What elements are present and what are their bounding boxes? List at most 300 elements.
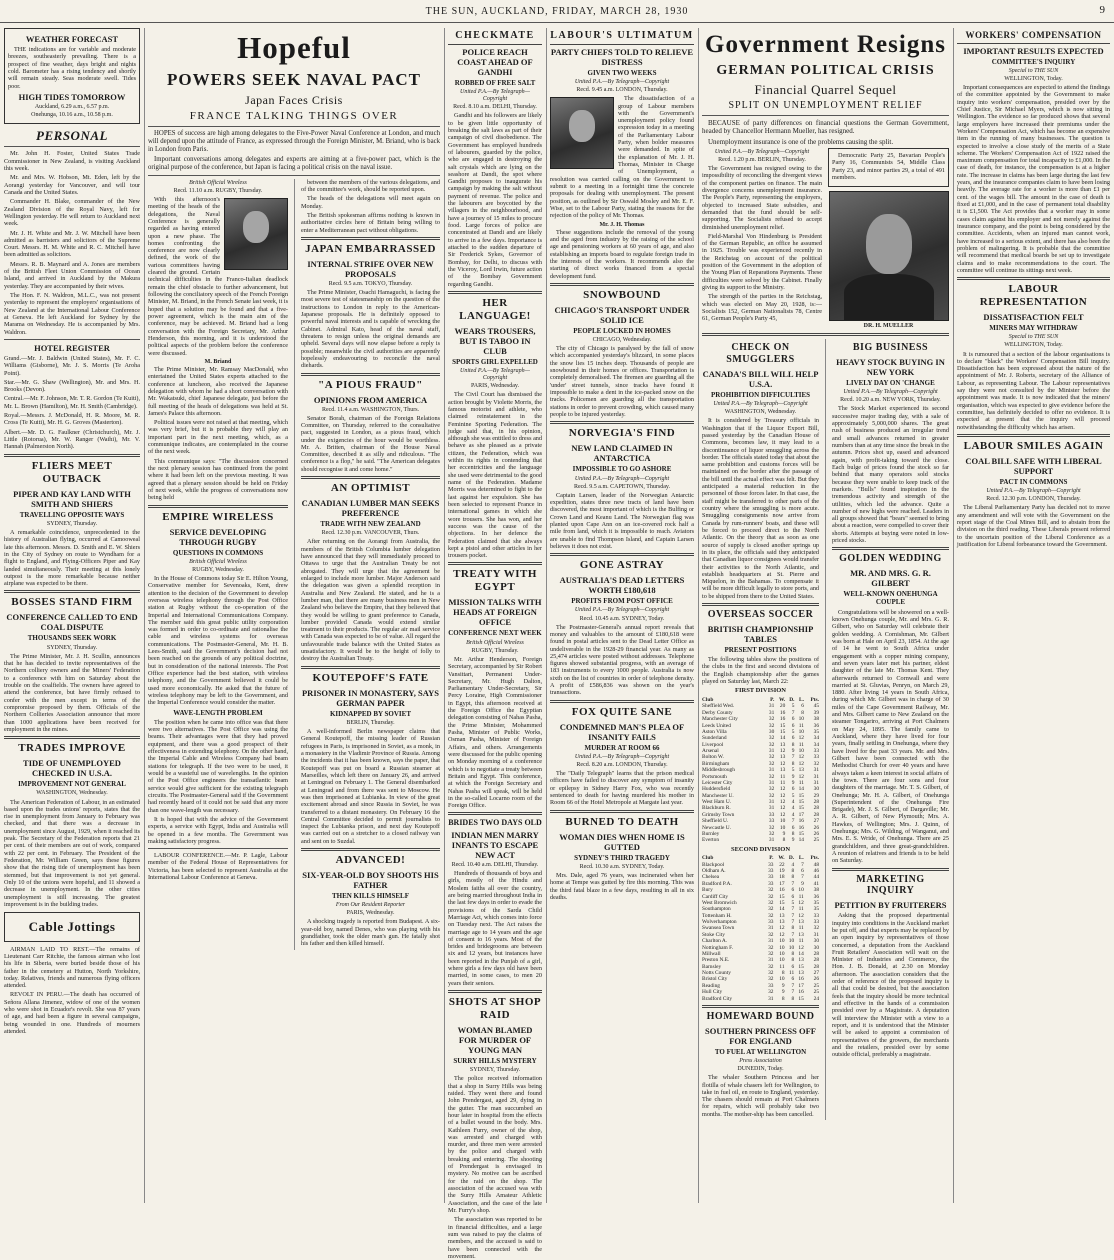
labrep-headline: LABOUR REPRESENTATION [979,283,1088,309]
fliers-deck2: TRAVELLING OPPOSITE WAYS [19,510,125,519]
smugglers-dateline: WASHINGTON, Wednesday. [724,409,797,416]
table-header-cell: L. [798,855,804,862]
wireless-subhead: WAVE-LENGTH PROBLEM [173,708,263,717]
table-cell: 13 [798,767,804,774]
table-cell: 7 [791,754,795,761]
checkmate-deck2: ROBBED OF FREE SALT [454,78,536,87]
table-cell: 10 [779,957,785,964]
table-cell: 25 [813,989,820,996]
bosses-deck2: THOUSANDS SEEK WORK [27,634,117,643]
soccer-deck2: PRESENT POSITIONS [724,645,797,654]
table-cell: 11 [780,779,786,786]
table-cell: 31 [768,799,775,806]
table-cell: 10 [779,944,785,951]
govt-dateline: Recd. 1.20 p.m. BERLIN, Thursday. [718,156,806,163]
labour-conference-brief: LABOUR CONFERENCE.—Mr. P. Lagle, Labour member of the Federal House of Representatives for Victoria, has been selected to represent Australia at the International Labour Conference at Geneva. [148,852,288,882]
table-cell: 17 [798,811,804,818]
table-cell: 9 [781,982,785,989]
table-row [702,837,819,843]
fliers-dateline: SYDNEY, Thursday. [46,520,98,527]
japan-body: The Prime Minister, Osachi Hamaguchi, is facing the most severe test of statesmanship on the question of the instructions to London in reply to the American-Japanese proposals. He is definitely opposed to powerful naval interests and is capable of wrecking the Cabinet. Admiral Kato, head of the naval staff, threatens to resign unless the original demands are upheld. Several days will now elapse before a reply is possible; meanwhile the civil authorities are apparently hopelessly endeavouring to reconcile the naval diehards. [300,289,440,370]
table-cell: 33 [768,811,775,818]
norvegia-deck: NEW LAND CLAIMED IN ANTARCTICA [571,443,673,464]
table-cell: 33 [768,919,774,926]
astray-headline: GONE ASTRAY [579,559,665,572]
table-cell: 31 [768,837,775,844]
table-cell: 9 [782,830,786,837]
table-cell: Sunderland [702,735,727,742]
table-cell: Birmingham [702,760,730,767]
table-cell: Aston Villa [702,728,727,735]
table-cell: 15 [779,899,785,906]
brides-body: Hundreds of thousands of boys and girls, mostly of the Hindu and Moslem faiths all over the country, are being married throughout India in the last few days in order to evade the provisions of the Sarda Child Marriage Act, which comes into force on Tuesday next. The Act raises the marriage age to 14 years and the age of consent to 16 years. Most of the brides and bridegrooms are between six and 12 years, but instances have been reported in the Punjab of a girl, where girls a few days old have been married, in some cases, to men 20 years their seniors. [448,870,542,987]
workers-byline: Special to THE SUN [1008,67,1059,74]
table-cell: 6 [791,722,795,729]
table-cell: Blackburn R. [702,805,731,812]
table-cell: Portsmouth [702,773,727,780]
table-cell: Southampton [702,906,731,913]
table-cell: 9 [801,880,804,887]
burned-deck2: SYDNEY'S THIRD TRAGEDY [574,853,670,862]
checkmate-deck: POLICE REACH COAST AHEAD OF GANDHI [457,46,533,77]
astray-deck: AUSTRALIA'S DEAD LETTERS WORTH £180,618 [559,575,685,596]
fliers-deck: PIPER AND KAY LAND WITH SMITH AND SHIERS [13,488,131,509]
labour-ultimatum-body: The dissatisfaction of a group of Labour members with the Government's unemployment policy found expression today in a meeting of the Parliamentary Labour Party, when bolder measures were demanded. In spite of the explanation of Mr. J. H. Thomas, Minister in Charge of Unemployment, a resolution was carried calling on the Government to submit to a meeting in a fortnight time the concrete proposals for dealing with unemployment. The present position, as outlined by Sir Oswald Mosley and Mr. E. F. Wise, set to the Labour Party, stating the reasons for the rejection of the policy of Mr. Thomas. [550,95,694,220]
table-cell: 12 [798,944,804,951]
astray-body: The Postmaster-General's annual report reveals that money and valuables to the amount of £180,618 were found in postal articles sent to the Dead Letter Office as undeliverable in the 1928-29 financial year. As many as 25,474 articles were posted without addresses. Telephone figures showed substantial progress, with an average of 183 instruments to every 1000 people. Australia is now sixth on the list of countries in order of telephone density. A profit of £586,836 was shown on the year's transactions. [550,623,694,697]
table-cell: Burnley [702,830,720,837]
table-cell: 26 [813,830,820,837]
hopeful-deck3: FRANCE TALKING THINGS OVER [189,109,399,122]
govt-body-3: The strength of the parties in the Reichstag, which was elected on May 20, 1928, is:—Socialists 152, German Nationalists 78, Centre 61, German People's Party 45, [702,293,822,323]
hotel-heading: HOTEL REGISTER [34,342,110,353]
govt-body: The Government has resigned owing to the impossibility of reconciling the divergent views of the component parties on finance. The main divergence concerns unemployment insurance. The People's Party, representing the employers, objected to increased State subsidies, and demanded that the fund should be self-supporting. The Socialists refused to accept diminished unemployment relief. [702,165,822,231]
table-cell: 13 [779,912,785,919]
table-cell: 33 [813,912,820,919]
table-cell: 12 [779,760,786,767]
wireless-body: In the House of Commons today Sir E. Hilton Young, Conservative member for Sevenoaks, Kent, drew attention to the decision of the Government to develop overseas wireless telephony through the Post Office station at Rugby without the co-operation of the Imperial and International Communications Company. The member said this great public utility corporation was formed in order to co-ordinate and rationalise the cable and wireless systems for overseas communications. The Postmaster-General, Mr. H. B. Lees-Smith, said the Government's decision had not been reached on the grounds of any political doctrine, but in consideration of the national interests. The Post Office experience had the best station, with wireless telephony, and the Government believed it could be used more economically. He asked that the future of wireless telephony may be left to the Government, and the Imperial Conference would consider the matter. [148,574,288,707]
bosses-body: The Prime Minister, Mr. J. H. Scullin, announces that he has decided to invite representatives of the Northern colliery owners and the Miners' Federation to a conference with him on Saturday about the trouble on the coalfields. The owners have agreed to attend the conference, but have firmly refused to confer with the men except in terms of the compromise proposed by them. Officials of the Northern Collieries Association announce that more than 1000 applications have been received for employment in the mines. [4,652,140,733]
table-cell: 16 [779,716,786,723]
table-header-cell: W. [778,855,785,862]
table-cell: 31 [768,957,774,964]
table-cell: 13 [798,931,804,938]
table-cell: 7 [791,982,795,989]
table-cell: 7 [791,818,795,825]
labour-ultimatum-body-2: These suggestions include the removal of the young and the aged from industry by the raising of the school age and pensioning workers at 60 years of age, and also establishing an imports board to regulate foreign trade in the interests of the workers. It recommends also the starting of direct works financed from a special development fund. [550,228,694,280]
table-cell: 33 [813,919,820,926]
hopeful-body-3: Political issues were not raised at that meeting, which was very brief, but it is probable they will play an important part in the next meeting, which, as a communique indicates, are contemplated in the course of the next week. [148,419,288,456]
govt-parties-box [828,148,949,187]
table-cell: 8 [781,995,785,1002]
fox-body: The "Daily Telegraph" learns that the prison medical officers have failed to discover any symptom of insanity or epilepsy in Sidney Harry Fox, who was recently sentenced to death for having murdered his mother in Room 66 of the Hotel Metropole at Margate last year. [550,770,694,807]
table-cell: 28 [813,963,820,970]
table-cell: 10 [779,950,785,957]
astray-dateline: Recd. 10.45 a.m. SYDNEY, Today. [579,615,665,622]
golden-body: Congratulations will be showered on a well-known Onehunga couple, Mr. and Mrs. G. R. Gilbert, who on Saturday will celebrate their golden wedding. A Cornishman, Mr. Gilbert was born at Hale on April 23, 1854. At the age of 14 he went to South Africa under engagement with a copper mining company, and seven years later met his partner, eldest daughter of the late Mr. Thomas Kent. They afterwards returned to Cornwall and were married at St. Gluvias, Penryn, on March 29, 1880. After living 14 years in South Africa, during which Mr. Gilbert was in charge of 30 miles of the Cape Government Railway, Mr. and Mrs. Gilbert came to New Zealand on the steamer Tongariro, arriving at Port Chalmers on May 24, 1895. The family came to Auckland, where they have lived for four years, finally settling in Onehunga, where they have lived for the past 33 years. Mr. and Mrs. Gilbert have been connected with the Methodist Church for over 40 years and have always taken a keen interest in social affairs of the town. There are four sons and four daughters of the marriage. Mr. T. S. Gilbert, of Onehunga; Mr. H. A. Gilbert, of Onehunga (Superintendent of the Onehunga Fire Brigade), Mr. J. S. Gilbert, of Dargaville; Mr. A. R. Gilbert, of New Plymouth; Mrs. A. Hawkes, of Wellington; Mrs. J. Quinn, of Onehunga; Mrs. G. Wilding, of Wanganui, and Mrs. E. S. Wride, of Onehunga. There are 25 grandchildren, and three great-grandchildren. A reunion of relatives and friends is to be held on Saturday. [831,608,949,865]
trades-body: The American Federation of Labour, in an estimated based upon the trades unions' reports, states that the rise in unemployment from January to February was checked, and that there was a decrease in unemployment since August, 1929, when it reached its peak. The Secretary of the Federation reports that 21 per cent. of their members are out of work, compared with 22 per cent. in February. The President of the Federation, Mr. William Green, says these figures show that the rising tide of unemployment has been stemmed, but that improvement is not yet general. Only 10 of the unions were hopeful, and 11 showed a decrease in unemployment. In the other cities unemployment is still increasing. The greatest improvement is in the building trades. [4,798,140,908]
workers-body: Important consequences are expected to attend the findings of the committee appointed by the Government to make inquiry into workers' compensation, presided over by the Chief Justice, Sir Michael Myers, which is now sitting in Wellington. The evidence so far produced shows that several large employers have increased their premiums under the Workers' Compensation Act, which has become an expensive item in the running of many businesses. The question is expected to involve a close study of the merits of a State scheme. The Workers' Compensation Act of 1922 raised the maximum compensation for total incapacity to £1,000. In the case of death, for instance, the compensation is at a higher rate. The increase in claims has been large during the last few years, and the insurance companies claim to have been losing heavily. The average rate for a worker is more than £1 per cent. of the wages bill. The amount in the case of death is fixed at £1,000, and in the case of permanent total disability it is £1,500. The Act provides that a worker may in some cases claim against his employer and not merely against the insurance company, and the point is being considered by the committee. Accidents, when an injured man cannot work, have increased to a serious extent, and there has also been the problem of malingering. It is probable that the committee will recommend that medical boards be set up to investigate claims and to make recommendations to the court. The committee will continue its sittings next week. [957,84,1110,274]
table-cell: 25 [813,837,820,844]
table-cell: 15 [779,893,785,900]
table-cell: 33 [813,754,820,761]
shots-deck: WOMAN BLAMED FOR MURDER OF YOUNG MAN [457,1024,533,1055]
advanced-headline: ADVANCED! [335,854,406,867]
koutepoff-dateline: BERLIN, Thursday. [346,719,395,726]
homeward-headline: HOMEWARD BOUND [706,1010,815,1022]
shots-body-2: The association was reported to be in financial difficulties, and a large sum was raised to pay the claims of members, and the accused is said to have been connected with the movement. [448,1216,542,1260]
govt-headline: Government Resigns [705,31,946,58]
govt-col-left [702,148,822,330]
table-cell: 17 [779,880,785,887]
table-cell: 6 [791,824,795,831]
table-cell: 31 [768,767,775,774]
table-cell: 36 [813,722,820,729]
marketing-deck: PETITION BY FRUITERERS [834,900,947,911]
govt-body-2: Field-Marshal Von Hindenburg is President of the German Republic, an office he assumed in 1925. Trouble was experienced recently in the Reichstag on account of the political position of the Government in the adoption of the Young Plan of Reparations Payments. These difficulties were solved by the Cabinet. Finally giving its support to the Ministry. [702,232,822,292]
wireless-deck: SERVICE DEVELOPING THROUGH RUGBY [169,526,267,547]
table-cell: 32 [768,931,774,938]
table-header-cell: W. [779,697,786,704]
govt-deck: GERMAN POLITICAL CRISIS [716,62,935,78]
table-row [702,996,819,1002]
table-cell: 45 [813,703,820,710]
table-cell: 32 [768,716,775,723]
table-cell: 4 [791,861,795,868]
labour-ultimatum-dateline: Recd. 9.45 a.m. LONDON, Thursday. [576,87,668,94]
table-header-cell: L. [799,697,804,704]
table-cell: 32 [768,722,775,729]
table-cell: 12 [798,735,804,742]
table-cell: Nottingham F. [702,944,734,951]
mueller-photo-caption: DR. H. MUELLER [863,323,914,330]
table-cell: 12 [779,925,785,932]
page-number: 9 [1099,4,1106,16]
table-cell: 32 [768,906,774,913]
cable-item: REVOLT IN PERU.—The death has occurred of Señora Allana Jimenez, widow of one of the women who were shot in Ecuador's revolt. She was 87 years of age, and had been a figure in several campaigns, being wounded in one. Hundreds of mourners attended. [4,991,140,1035]
table-cell: Chelsea [702,874,720,881]
table-cell: 9 [791,773,795,780]
table-cell: Derby County [702,709,733,716]
table-cell: 8 [791,925,795,932]
optimist-body: After returning on the Aorangi from Australia, the members of the British Columbia lumber delegation have announced that they will immediately proceed to Ottawa to urge that the Australian Treaty be not abrogated. They will urge that the agreement be enlarged to include more lumber. Major Anderson said the delegation was given a splendid reception in Australia and New Zealand. He stated, and he is a lumber man, that there are many business men in New Zealand who believe the Empire, that they believed that they would be willing to grant preference to Canada, lumber provided Canada would extend similar treatment to their products. The regular air mail service with Canada was expected to be of value. All regard the unfavourable trade balance with the United States as unsatisfactory. It would be to the height of folly to destroy the Australian Treaty. [300,538,440,663]
table-cell: 12 [779,786,786,793]
table-cell: Swansea Town [702,925,735,932]
table-cell: 12 [779,811,786,818]
smugglers-headline: CHECK ON SMUGGLERS [726,342,795,366]
personal-list [4,150,140,336]
table-cell: 31 [768,938,774,945]
hotel-entry: Central.—Mr. F. Johnson, Mr. T. R. Gordon (Te Kuiti), Mr. L. Brown (Hamilton), Mr. H. Smith (Cambridge). [4,395,140,410]
table-cell: 5 [791,899,795,906]
tides-onehunga: Onehunga, 10.16 a.m., 10.58 p.m. [31,111,113,118]
cable-jottings-box [4,912,140,941]
language-body: The Civil Court has dismissed the action brought by Violette Morris, the famous motorist and athlete, who claimed reinstatement in the Feminine Sporting Federation. The judge said that, in his opinion, although she was entitled to dress and behave as she pleased as a private citizen, the Federation, which was within its rights in contending that her eccentricities and the language she used were detrimental to the good name of the Federation. Madame Morris was determined to fight to the last against her expulsion. She has been selected to represent France in international games in which she wore trousers. She has won, and her success was the cause of the objections. In her defence the Federation claimed that she always kept a pistol and other articles in her trousers pocket. [448,391,542,560]
table-cell: 8 [791,957,795,964]
marketing-headline: MARKETING INQUIRY [856,873,925,897]
tides-auckland: Auckland, 6.29 a.m., 6.57 p.m. [34,103,110,110]
table-cell: 32 [768,824,775,831]
hopeful-cont-1: between the members of the various delegations, and of the committee's work, should be reported upon. [300,178,440,194]
golden-deck: MR. AND MRS. G. R. GILBERT [850,568,931,589]
table-cell: Bristol City [702,976,728,983]
table-cell: 32 [768,830,775,837]
table-cell: 10 [798,728,804,735]
table-cell: 32 [768,912,774,919]
advanced-byline: From Our Resident Reporter [335,902,406,909]
table-cell: 38 [813,716,820,723]
table-cell: 7 [791,709,795,716]
personal-item: Mr. and Mrs. W. Hobson, Mt. Eden, left by the Aorangi yesterday for Vancouver, and will tour Canada and the United States. [4,174,140,196]
table-cell: 6 [791,976,795,983]
pious-dateline: Recd. 11.4 a.m. WASHINGTON, Thurs. [321,406,420,413]
table-cell: 13 [779,741,786,748]
table-cell: 13 [798,957,804,964]
bigbiz-deck: HEAVY STOCK BUYING IN NEW YORK [836,357,945,378]
hopeful-headline: Hopeful [237,30,351,65]
table-cell: 16 [798,989,804,996]
table-cell: 7 [791,989,795,996]
table-cell: 11 [798,906,804,913]
table-cell: 33 [768,868,774,875]
hopeful-col-right [301,179,440,950]
japan-deck: INTERNAL STRIFE OVER NEW PROPOSALS [307,258,434,279]
table-cell: Blackpool [702,861,725,868]
japan-dateline: Recd. 9.5 a.m. TOKYO, Thursday. [328,281,413,288]
table-cell: 32 [768,944,774,951]
govt-lower-right [832,339,949,1120]
columns-2-3 [148,28,440,1203]
fliers-headline: FLIERS MEET OUTBACK [31,459,113,485]
table-cell: 4 [791,799,795,806]
norvegia-deck2: IMPOSSIBLE TO GO ASHORE [572,465,672,474]
table-cell: 6 [791,963,795,970]
table-cell: Liverpool [702,741,724,748]
table-cell: 15 [798,805,804,812]
koutepoff-headline: KOUTEPOFF'S FATE [312,671,429,684]
wireless-body-3: It is hoped that with the advice of the Government experts, a service with Egypt, India and Australia will be opened in a few months. The Government was making satisfactory progress. [148,815,288,845]
smugglers-body: It is considered by Treasury officials in Washington that if the Liquor Export Bill, passed yesterday by the Canadian House of Commons, becomes law, it may lead to a discontinuance of liquor smuggling across the border. The officials stated today that about the same prohibition and customs forces will be maintained on the border after the passage of the bill until the actual effect was felt. But they anticipated a material reduction in the personnel of those forces later. In that case, the staff might be transferred to other parts of the country where the smuggling is more acute. Smuggling consignments now arrive from Canada by rum-runners' boats, and these will be forced to proceed direct to the North Atlantic. On the theory that as soon as one source of supply is closed another springs up in its place, the officials said they anticipated that Canadian liquor consignees would transfer their activities to the North Atlantic, and establish headquarters at St. Pierre and Miquelon, in the Bahamas. To compensate it will be more difficult legally to store ports, and to be shipped from there to the United States. [702,417,820,600]
hopeful-byline: British Official Wireless [189,179,247,186]
checkmate-byline: United P.A.—By Telegraph—Copyright [460,89,530,103]
table-cell: 11 [798,722,804,729]
table-cell: 15 [798,799,804,806]
language-dateline: PARIS, Wednesday. [471,383,519,390]
table-cell: 11 [798,925,804,932]
hopeful-col-left [148,179,288,950]
column-1 [4,28,140,1203]
govt-lower-left [702,339,819,1120]
thomas-photo-caption: Mr. J. H. Thomas [599,221,645,228]
table-cell: 15 [798,963,804,970]
labrep-dateline: WELLINGTON, Today. [1004,342,1063,349]
labour-ultimatum-headline: LABOUR'S ULTIMATUM [550,30,694,45]
table-cell: 9 [791,779,795,786]
table-cell: 17 [798,982,804,989]
table-cell: 13 [779,767,786,774]
table-cell: 7 [791,919,795,926]
table-cell: 32 [768,741,775,748]
fox-deck: CONDEMNED MAN'S PLEA OF INSANITY FAILS [559,721,685,742]
table-cell: 31 [768,805,775,812]
table-cell: 8 [801,709,804,716]
optimist-deck2: TRADE WITH NEW ZEALAND [320,520,421,529]
table-cell: 32 [813,760,820,767]
table-cell: 29 [813,792,820,799]
table-cell: 10 [788,938,795,945]
workers-dateline: WELLINGTON, Today. [1004,75,1063,82]
table-cell: Bradford P.A. [702,880,732,887]
table-cell: 6 [801,868,804,875]
column-5 [550,28,694,1203]
table-cell: 31 [813,767,820,774]
table-cell: 6 [801,703,804,710]
table-cell: 32 [768,773,775,780]
labour-ultimatum-deck: PARTY CHIEFS TOLD TO RELIEVE DISTRESS [550,46,694,67]
table-cell: 20 [779,703,786,710]
astray-byline: United P.A.—By Telegraph—Copyright [574,607,670,614]
advanced-body: A shocking tragedy is reported from Budapest. A six-year-old boy, named Denes, who was playing with his grandfather, took the older man's gun. He fatally shot his father and then killed himself. [300,918,440,948]
table-cell: 32 [768,899,774,906]
table-cell: Middlesbrough [702,767,735,774]
table-cell: 41 [813,880,820,887]
labrep-deck2: MINERS MAY WITHDRAW [989,324,1078,333]
table-cell: Grimsby Town [702,811,735,818]
advanced-dateline: PARIS, Wednesday. [346,910,395,917]
table-cell: 46 [813,868,820,875]
govt-col-right [828,148,949,330]
brides-deck: INDIAN MEN MARRY INFANTS TO ESCAPE NEW ACT [451,829,539,860]
table-cell: 14 [798,837,804,844]
smiles-headline: LABOUR SMILES AGAIN [963,439,1104,452]
table-cell: 14 [779,735,786,742]
smugglers-deck: CANADA'S BILL WILL HELP U.S.A. [702,368,819,389]
table-cell: 13 [779,919,785,926]
marketing-body: Asking that the proposed departmental inquiry into conditions in the Auckland market be put off, and that experts may be replaced by an open inquiry by representatives of those concerned, a deputation from the Auckland Fruit Retailers' Association will wait on the Minister of Industries and Commerce, the Hon. J. B. Donald, at 2.30 on Monday afternoon. The association considers that the order of reference of the proposed inquiry is all that could be desired, but the association feels that the inquiry should be more technical and effective in the hands of a commission presided over by a Magistrate. A deputation will interview the Minister with a view to a report, and it is understood that the Minister will be asked to appoint a commission of representatives of the growers, the merchants and the retailers, presided over by some outside official, preferably a magistrate. [831,912,949,1059]
hopeful-deck: POWERS SEEK NAVAL PACT [167,69,421,89]
table-cell: 10 [779,824,786,831]
fox-byline: United P.A.—By Telegraph—Copyright [574,753,670,760]
table-cell: Sheffield U. [702,818,729,825]
hopeful-cont-3: The British spokesman affirms nothing is known in authoritative circles here of Britain being willing to enter a Mediterranean pact without obligations. [300,212,440,234]
table-cell: 19 [779,868,785,875]
table-cell: 11 [798,938,804,945]
table-cell: 31 [768,703,775,710]
table-cell: 35 [813,899,820,906]
table-cell: 44 [813,874,820,881]
smugglers-deck2: PROHIBITION DIFFICULTIES [710,390,811,399]
table-header-cell: P. [770,697,775,704]
advanced-deck2: THEN KILLS HIMSELF [331,892,409,901]
table-cell: 33 [768,818,775,825]
table-cell: 8 [782,837,786,844]
burned-body: Mrs. Dale, aged 76 years, was incinerated when her home at Tempe was gutted by fire this morning. This was the third fatal blaze in a few days, resulting in all in six deaths. [550,872,694,901]
thomas-photo [550,97,614,169]
table-cell: 31 [813,773,820,780]
wireless-body-2: The position when he came into office was that there were two alternatives. The Post Office was using the beams. Their advantages were that they had proved equipment, and there was a good prospect of their effectiveness in extending telephony. On the other hand, the Imperial Cable and Wireless Company had beam stations for telegraph. If the two were to be used, it would be a wasteful use of wavelengths. In the opinion of the Post Office engineers the transatlantic beam service would give sufficient for the existing telegraph circuits. The Postmaster-General said if the Government had recently heard of it could not be said that any more than one wave-length was necessary. [148,718,288,814]
column-8 [957,28,1110,1203]
trades-deck2: IMPROVEMENT NOT GENERAL [18,780,126,789]
optimist-deck: CANADIAN LUMBER MAN SEEKS PREFERENCE [301,498,440,519]
table-cell: 33 [768,861,774,868]
govt-deck3: SPLIT ON UNEMPLOYMENT RELIEF [728,100,923,112]
labrep-body: It is rumoured that a section of the labour organisations is to declare "black" the Workers' Compensation Bill inquiry. Dissatisfaction has been expressed about the nature of the appointment of Mr. J. Roberts, secretary of the Alliance of Labour, as representing Labour. The Labour representatives say they were not consulted by the Minister before the appointment was made. It is now indicated that the miners' organisation, which was expected to give evidence before the committee, has definitely decided to offer no evidence. It is expected at present that the inquiry will proceed notwithstanding the difficulty which has arisen. [957,350,1110,431]
table-cell: 33 [813,748,820,755]
table-cell: 38 [813,887,820,894]
fox-deck2: MURDER AT ROOM 66 [584,743,660,752]
table-cell: 30 [813,944,820,951]
bigbiz-dateline: Recd. 10.20 a.m. NEW YORK, Thursday. [840,397,941,404]
table-cell: 10 [798,716,804,723]
shots-body: The police received information that a shop in Surry Hills was being raided. They went there and found John Prendergast, aged 29, dying in the gutter. The man succumbed an hour later in hospital from the effects of a bullet wound in the body. Mrs. Kathleen Furry, owner of the shop, was arrested and charged with murder, and three men were arrested by the police and charged with breaking and entering. The shooting of Prendergast is envisaged in mystery. No motive can be ascribed for the raid on the shop. The association of the accused was with the Surry Hills Amateur Athletic Association, and the case of the late Mr. Furry's shop. [448,1075,542,1214]
norvegia-headline: NORVEGIA'S FIND [568,427,676,440]
hopeful-deck2: Japan Faces Crisis [245,92,343,107]
table-cell: 32 [768,735,775,742]
bosses-dateline: SYDNEY, Thursday. [46,644,98,651]
table-cell: 15 [798,830,804,837]
table-cell: Charlton A. [702,938,728,945]
advanced-deck: SIX-YEAR-OLD BOY SHOOTS HIS FATHER [302,870,439,891]
table-cell: 13 [798,970,804,977]
table-cell: 4 [791,811,795,818]
egypt-byline: British Official Wireless [466,639,524,646]
workers-deck2: COMMITTEE'S INQUIRY [991,57,1076,66]
personal-item: Messrs. R. B. Maynard and A. Jones are members of the British Fleet Union Commission of Ocean Island, and arrived in Auckland by the Makura yesterday. They are accompanied by their wives. [4,260,140,290]
column-rule [698,28,699,1203]
table-cell: Huddersfield [702,786,731,793]
table-cell: 31 [768,709,775,716]
table-cell: 33 [768,880,774,887]
snowbound-dateline: CHICAGO, Wednesday. [592,337,652,344]
table-cell: 31 [813,931,820,938]
wireless-byline: British Official Wireless [189,558,247,565]
table-cell: Everton [702,837,720,844]
table-header-cell: Pts. [810,855,820,862]
hopeful-body: With this afternoon's meeting of the heads of the delegations, the Naval Conference is generally regarded as having entered upon a new phase. The homes confronting the conference are now clearly defined, the work of the various committees having cleared the ground. Certain technical difficulties in the Franco-Italian deadlock remain the chief obstacle to further advancement, but following the conciliatory speech of the French Foreign Minister, M. Briand, in the French Senate last week, it is hoped that a solution may be found and that a five-power agreement, which is the main aim of the conference, may be achieved. M. Briand had a long conversation with the Foreign Secretary, Mr. Arthur Henderson, this morning, and it is understood the political aspects of the problem before the conference were discussed. [148,195,288,357]
table-cell: 11 [798,893,804,900]
bigbiz-headline: BIG BUSINESS [852,342,929,354]
second-division-table [702,855,819,1002]
table-header-cell: D. [789,697,795,704]
table-cell: Reading [702,982,720,989]
personal-item: Mr. J. H. White and Mr. J. W. Mitchell have been admitted as barristers and solicitors of the Supreme Court. Messrs. H. M. White and R. C. Mitchell have been admitted as solicitors. [4,229,140,259]
table-cell: 14 [779,906,785,913]
table-cell: 22 [779,861,785,868]
masthead [0,0,1114,23]
table-cell: West Ham U. [702,799,732,806]
table-cell: 16 [779,709,786,716]
table-cell: 10 [779,976,785,983]
hopeful-body-4: This communique says: "The discussion concerned the next plenary session has continued from the point where it had been left on the previous meeting. It was agreed that a plenary session should be held on Friday of next week, while the progress of conversations now being held [148,457,288,502]
bigbiz-deck2: LIVELY DAY ON 'CHANGE [846,379,935,388]
checkmate-dateline: Recd. 8.10 a.m. DELHI, Thursday. [453,104,537,111]
table-cell: 30 [813,938,820,945]
table-cell: 31 [813,779,820,786]
burned-deck: WOMAN DIES WHEN HOME IS GUTTED [559,831,685,852]
snowbound-headline: SNOWBOUND [583,288,661,301]
smiles-deck: COAL BILL SAFE WITH LIBERAL SUPPORT [965,455,1102,476]
table-cell: 26 [813,976,820,983]
column-rule [546,28,547,1203]
table-cell: 32 [768,893,774,900]
checkmate-body: Gandhi and his followers are likely to be given little opportunity of breaking the salt laws as part of their campaign of civil disobedience. The Government has employed hundreds of labourers, guarded by the police, who are engaged in destroying the salt crystals which are lying on the seashore at Dandi, the spot where Gandhi proposes to inaugurate his campaign by making the salt without payment of revenue. The police and the labourers are boycotted by the villagers in the neighbourhood, and have a journey of 15 miles to procure food. Large forces of police are concentrated at Dandi and are likely to arrive in a few days. Importance is attached to the sudden departure of Sir Frederick Sykes, Governor of Bombay, for Delhi, to discuss with the Viceroy, Lord Irwin, future action of the Bombay Government regarding Gandhi. [448,112,542,288]
table-cell: Preston N.E. [702,957,730,964]
table-cell: Bolton W. [702,754,724,761]
table-cell: 11 [780,773,786,780]
table-cell: 16 [798,824,804,831]
golden-deck2: WELL-KNOWN ONEHUNGA COUPLE [843,590,938,607]
table-cell: 33 [768,982,774,989]
